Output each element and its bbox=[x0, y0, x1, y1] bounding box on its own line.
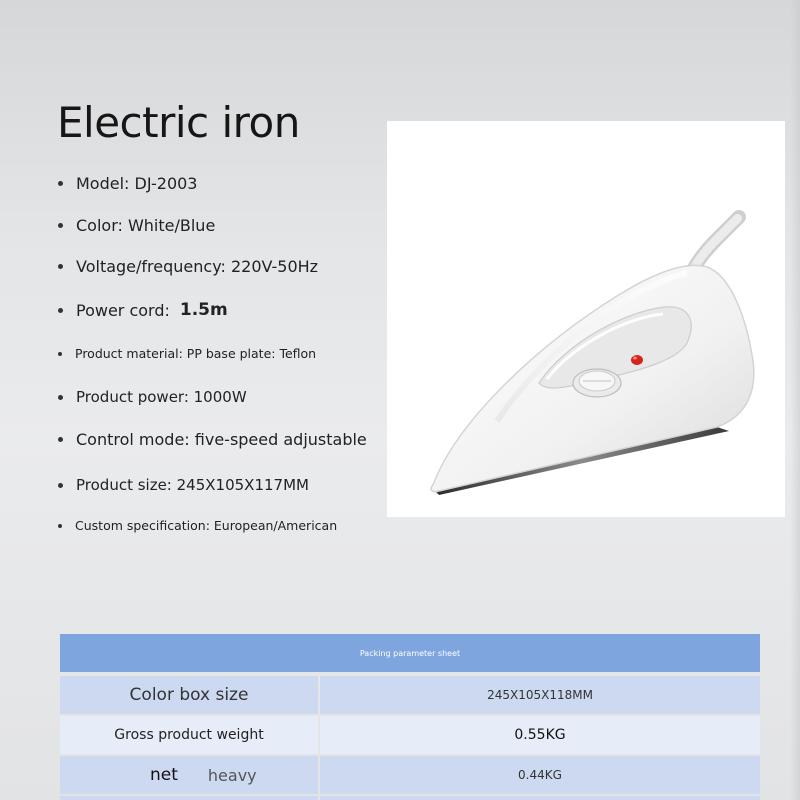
spec-item-power bbox=[58, 388, 247, 406]
electric-iron-image bbox=[387, 121, 785, 517]
spec-item-power-cord bbox=[58, 300, 228, 320]
bullet-icon bbox=[58, 181, 63, 186]
row-value: 245X105X118MM bbox=[320, 676, 760, 714]
spec-label: Product material: PP base plate: Teflon bbox=[75, 346, 317, 361]
spec-label: Power cord: bbox=[76, 300, 170, 320]
temperature-dial bbox=[573, 369, 621, 397]
spec-item-control bbox=[58, 430, 367, 449]
bullet-icon bbox=[58, 308, 63, 313]
packing-parameter-table bbox=[0, 625, 800, 800]
spec-label: Control mode: five-speed adjustable bbox=[76, 430, 367, 449]
bullet-icon bbox=[58, 395, 63, 400]
row-label-sub: heavy bbox=[207, 765, 257, 785]
spec-label: Product size: 245X105X117MM bbox=[76, 476, 309, 494]
row-label-main: net bbox=[150, 765, 178, 785]
row-label: Color box size bbox=[60, 676, 318, 714]
spec-item-size bbox=[58, 476, 309, 494]
spec-item-custom bbox=[58, 518, 337, 533]
table-row bbox=[60, 676, 760, 714]
spec-label: Custom specification: European/American bbox=[75, 518, 338, 533]
spec-item-color bbox=[58, 216, 215, 235]
bullet-icon bbox=[58, 483, 63, 488]
spec-list bbox=[0, 0, 400, 560]
spec-label: Voltage/frequency: 220V-50Hz bbox=[76, 257, 319, 276]
spec-value-strong: 1.5m bbox=[179, 300, 228, 320]
spec-label: Color: White/Blue bbox=[76, 216, 216, 235]
bullet-icon bbox=[58, 223, 63, 228]
row-label bbox=[60, 756, 318, 794]
product-image-panel bbox=[387, 121, 785, 517]
bullet-icon bbox=[58, 524, 62, 528]
table-row bbox=[60, 716, 760, 754]
spec-label: Model: DJ-2003 bbox=[76, 174, 198, 193]
page-title: Electric iron bbox=[57, 98, 300, 147]
bullet-icon bbox=[58, 437, 63, 442]
row-value: 0.44KG bbox=[320, 756, 760, 794]
row-value: 0.55KG bbox=[320, 716, 760, 754]
spec-label: Product power: 1000W bbox=[76, 388, 247, 406]
spec-item-voltage bbox=[58, 257, 318, 276]
table-row-partial bbox=[60, 796, 760, 800]
spec-item-model bbox=[58, 174, 197, 193]
table-header: Packing parameter sheet bbox=[60, 634, 760, 672]
row-label: Gross product weight bbox=[60, 716, 318, 754]
spec-item-material bbox=[58, 346, 316, 361]
indicator-light bbox=[631, 355, 643, 365]
bullet-icon bbox=[58, 352, 62, 356]
table-row bbox=[60, 756, 760, 794]
bullet-icon bbox=[58, 264, 63, 269]
